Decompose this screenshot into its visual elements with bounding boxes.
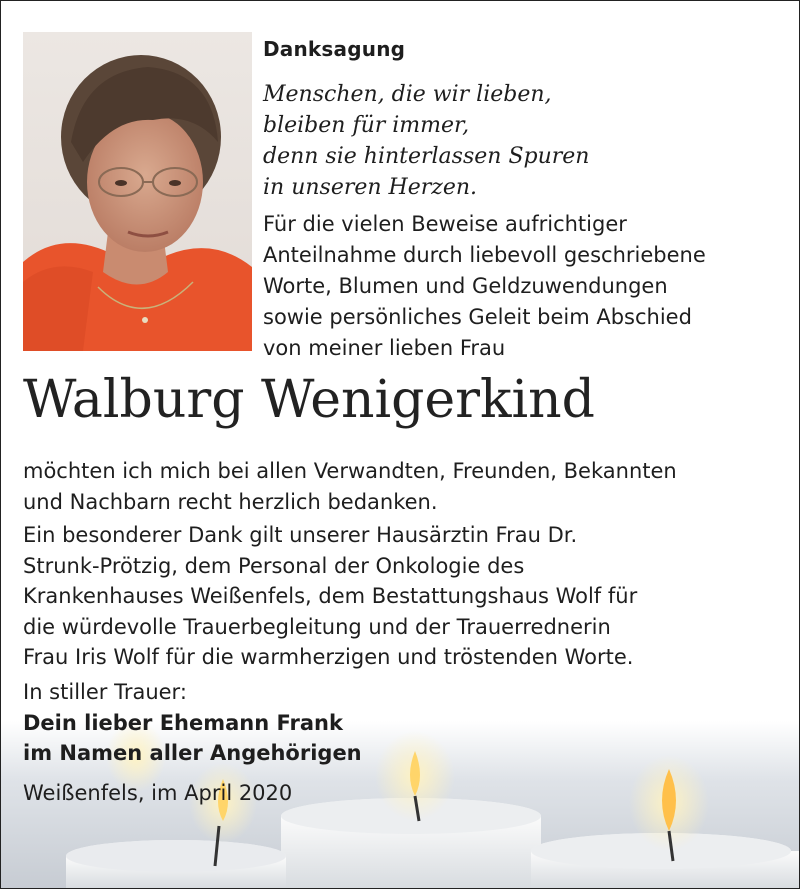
signature-intro: In stiller Trauer: — [23, 680, 187, 704]
signature-name: Dein lieber Ehemann Frank — [23, 710, 343, 735]
verse — [263, 79, 783, 203]
intro-line: Für die vielen Beweise aufrichtiger — [263, 212, 627, 236]
signature-family: im Namen aller Angehörigen — [23, 741, 362, 765]
verse-line: in unseren Herzen. — [263, 175, 478, 200]
paragraph-line: Ein besonderer Dank gilt unserer Hausärztin Frau Dr. — [23, 523, 578, 547]
paragraph-line: Strunk-Prötzig, dem Personal der Onkologie des — [23, 553, 525, 578]
intro-line: Worte, Blumen und Geldzuwendungen — [263, 274, 668, 298]
intro-line: von meiner lieben Frau — [263, 336, 506, 360]
signature-block — [23, 677, 362, 769]
paragraph-line: die würdevolle Trauerbegleitung und der Trauerrednerin — [23, 614, 611, 639]
portrait-photo — [23, 32, 252, 351]
special-thanks-paragraph — [23, 520, 783, 673]
intro-line: sowie persönliches Geleit beim Abschied — [263, 305, 692, 329]
paragraph-line: und Nachbarn recht herzlich bedanken. — [23, 489, 438, 514]
intro-line: Anteilnahme durch liebevoll geschriebene — [263, 243, 706, 267]
place-date: Weißenfels, im April 2020 — [23, 781, 293, 805]
deceased-name: Walburg Wenigerkind — [23, 370, 595, 430]
verse-line: Menschen, die wir lieben, — [263, 82, 552, 107]
paragraph-line: Krankenhauses Weißenfels, dem Bestattungshaus Wolf für — [23, 584, 638, 608]
intro-text — [263, 209, 783, 364]
paragraph-line: Frau Iris Wolf für die warmherzigen und tröstenden Worte. — [23, 645, 634, 669]
verse-line: bleiben für immer, — [263, 113, 470, 138]
thanks-paragraph — [23, 456, 783, 517]
paragraph-line: möchten ich mich bei allen Verwandten, Freunden, Bekannten — [23, 459, 677, 483]
verse-line: denn sie hinterlassen Spuren — [263, 144, 590, 169]
heading: Danksagung — [263, 37, 406, 61]
